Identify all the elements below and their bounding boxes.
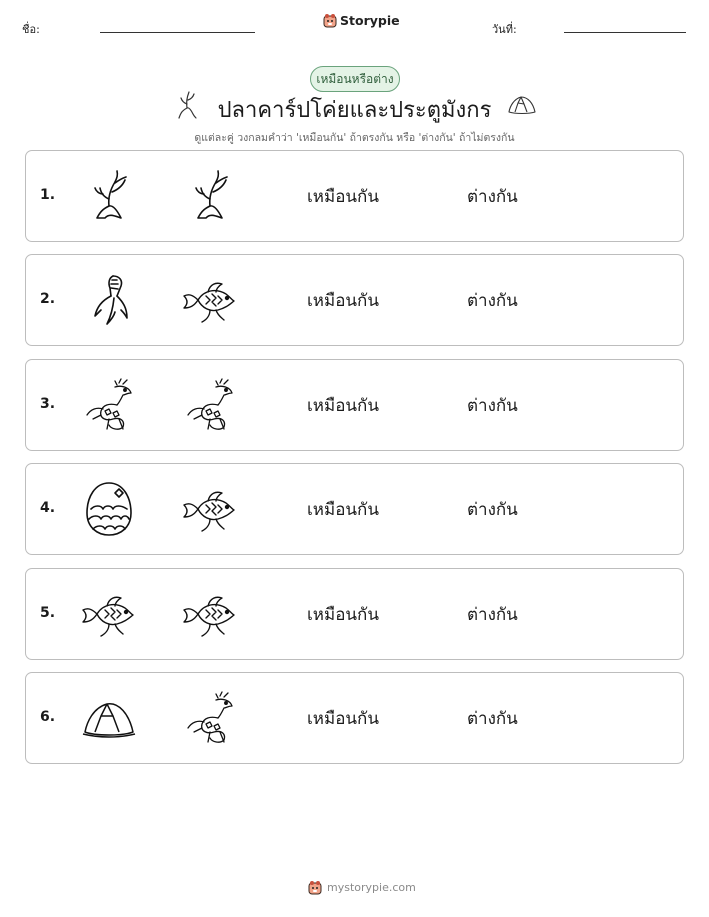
dragon-icon <box>79 375 139 435</box>
date-label: วันที่: <box>492 23 517 36</box>
antler-icon <box>79 166 139 226</box>
scaled-egg-icon <box>79 479 139 539</box>
different-option[interactable]: ต่างกัน <box>467 709 518 729</box>
question-row <box>25 150 684 242</box>
different-option[interactable]: ต่างกัน <box>467 604 518 625</box>
dragon-icon <box>180 375 240 435</box>
page-title: ปลาคาร์ปโค่ยและประตูมังกร <box>217 98 492 123</box>
rock-icon <box>79 688 139 748</box>
different-option[interactable]: ต่างกัน <box>467 187 518 207</box>
koi-fish-icon <box>180 479 240 539</box>
same-option[interactable]: เหมือนกัน <box>307 291 379 312</box>
question-number: 5. <box>40 604 56 621</box>
same-option[interactable]: เหมือนกัน <box>307 500 379 521</box>
claw-icon <box>79 270 139 330</box>
question-number: 6. <box>40 709 56 725</box>
question-row <box>25 359 684 451</box>
koi-fish-icon <box>180 270 240 330</box>
date-field[interactable] <box>564 32 686 33</box>
same-option[interactable]: เหมือนกัน <box>307 187 379 207</box>
name-field[interactable] <box>100 32 255 33</box>
footer-url: mystorypie.com <box>327 881 416 894</box>
rock-decoration-icon <box>507 94 537 116</box>
dragon-icon <box>180 688 240 748</box>
question-row <box>25 463 684 555</box>
question-row <box>25 672 684 764</box>
worksheet-type-badge: เหมือนหรือต่าง <box>310 66 400 92</box>
brand-name: Storypie <box>340 13 400 28</box>
koi-fish-icon <box>180 584 240 644</box>
different-option[interactable]: ต่างกัน <box>467 500 518 521</box>
question-number: 4. <box>40 500 56 517</box>
name-label: ชื่อ: <box>22 23 40 36</box>
same-option[interactable]: เหมือนกัน <box>307 604 379 625</box>
question-number: 1. <box>40 187 56 203</box>
instructions: ดูแต่ละคู่ วงกลมคำว่า 'เหมือนกัน' ถ้าตรงกัน หรือ 'ต่างกัน' ถ้าไม่ตรงกัน <box>194 132 515 144</box>
storypie-logo-icon <box>308 880 322 895</box>
same-option[interactable]: เหมือนกัน <box>307 395 379 416</box>
question-number: 2. <box>40 291 56 308</box>
question-number: 3. <box>40 395 56 412</box>
koi-fish-icon <box>79 584 139 644</box>
question-row <box>25 254 684 346</box>
question-row <box>25 568 684 660</box>
storypie-logo-icon <box>323 13 337 28</box>
footer <box>308 880 416 895</box>
same-option[interactable]: เหมือนกัน <box>307 709 379 729</box>
antler-icon <box>180 166 240 226</box>
different-option[interactable]: ต่างกัน <box>467 395 518 416</box>
brand <box>323 13 400 28</box>
different-option[interactable]: ต่างกัน <box>467 291 518 312</box>
